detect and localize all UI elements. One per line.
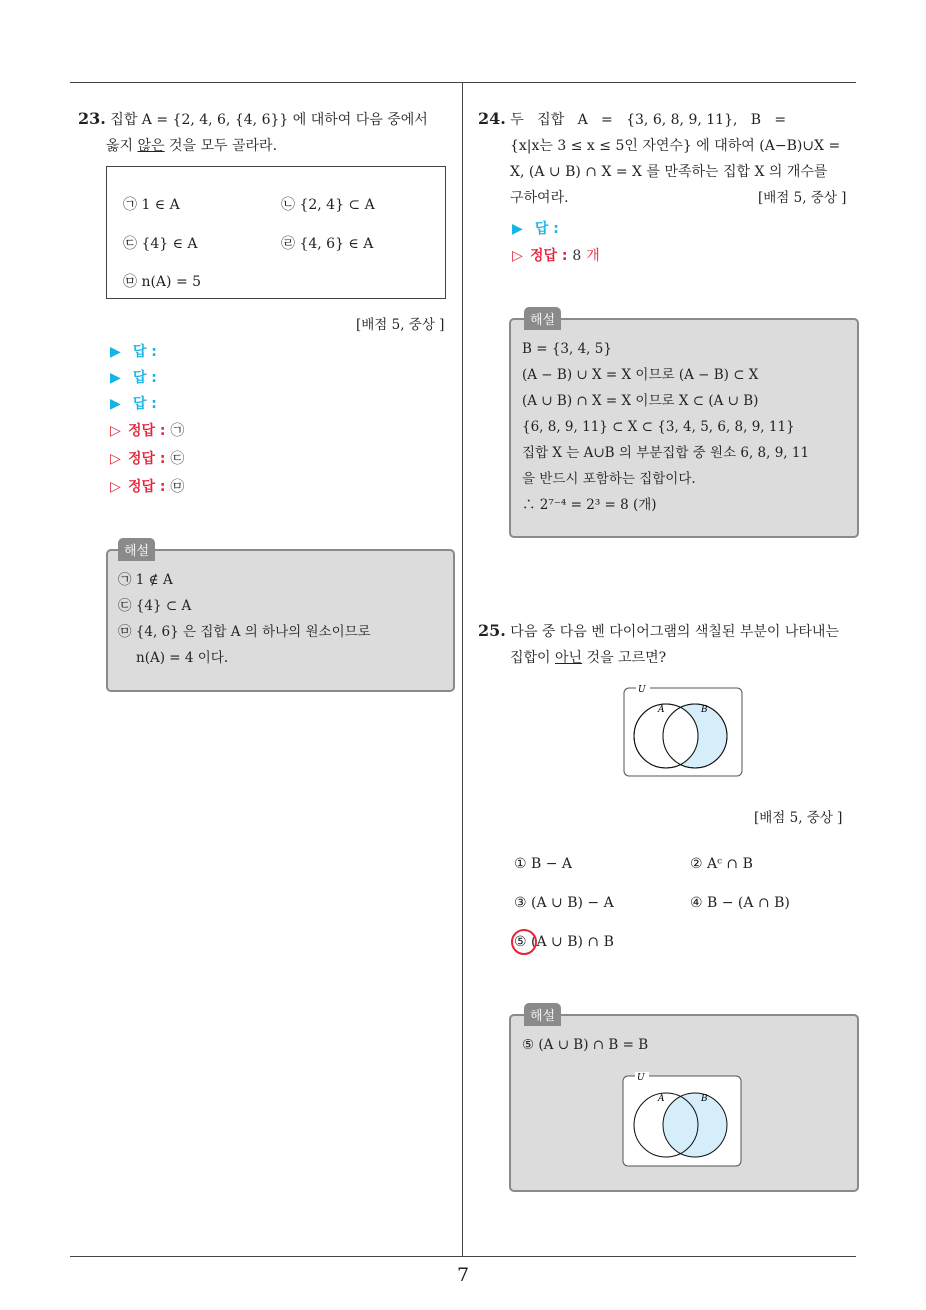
hollow-arrow-icon: ▷	[110, 423, 121, 439]
choice-3: ㉢ {4} ∈ A	[123, 236, 198, 252]
score-label: [배점 5, 중상 ]	[356, 317, 445, 333]
choice-4: ④ B − (A ∩ B)	[690, 895, 790, 911]
question-text-line4: 구하여라.	[510, 190, 569, 206]
top-rule	[70, 82, 856, 83]
question-text-line1: 두 집합 A = {3, 6, 8, 9, 11}, B =	[510, 112, 787, 128]
choice-5: ㉤ n(A) = 5	[123, 274, 202, 290]
explanation-tag: 해설	[118, 538, 155, 561]
label-u: U	[637, 1073, 645, 1083]
choice-2: ② Aᶜ ∩ B	[690, 856, 753, 872]
set-b-circle	[663, 1093, 727, 1157]
label-b: B	[701, 1094, 708, 1104]
correct-label: 정답 :	[530, 248, 568, 264]
correct-row-1	[110, 420, 184, 440]
hollow-arrow-icon: ▷	[512, 248, 523, 264]
answer-row-3	[110, 393, 157, 413]
correct-value: ㉠	[170, 423, 185, 439]
explanation-line: 을 반드시 포함하는 집합이다.	[522, 471, 696, 487]
answer-row	[512, 218, 559, 238]
venn-diagram	[622, 684, 746, 778]
answer-label: 답 :	[534, 221, 559, 237]
page-number: 7	[456, 1264, 470, 1286]
label-a: A	[658, 705, 665, 715]
correct-value: ㉢	[170, 451, 185, 467]
question-text-line2-end: 것을 모두 골라라.	[164, 138, 278, 154]
choice-2: ㉡ {2, 4} ⊂ A	[281, 197, 375, 213]
score-label: [배점 5, 중상 ]	[758, 190, 847, 206]
choice-5: ⑤ (A ∪ B) ∩ B	[514, 934, 614, 950]
question-25	[478, 618, 863, 671]
answer-row-1	[110, 341, 157, 361]
explanation-line: n(A) = 4 이다.	[136, 650, 229, 666]
explanation-tag: 해설	[524, 307, 561, 330]
hollow-arrow-icon: ▷	[110, 451, 121, 467]
question-text-line3: X, (A ∪ B) ∩ X = X 를 만족하는 집합 X 의 개수를	[510, 164, 828, 180]
correct-label: 정답 :	[128, 451, 166, 467]
arrow-icon: ▶	[110, 396, 121, 412]
arrow-icon: ▶	[110, 344, 121, 360]
explanation-line: B = {3, 4, 5}	[522, 341, 612, 357]
column-divider	[462, 83, 463, 1256]
choice-4: ㉣ {4, 6} ∈ A	[281, 236, 374, 252]
question-number: 24.	[478, 109, 506, 128]
explanation-line: ⑤ (A ∪ B) ∩ B = B	[522, 1037, 649, 1053]
choice-1: ㉠ 1 ∈ A	[123, 197, 180, 213]
question-number: 23.	[78, 109, 106, 128]
question-23	[78, 106, 458, 159]
choice-1: ① B − A	[514, 856, 573, 872]
answer-label: 답 :	[132, 370, 157, 386]
arrow-icon: ▶	[110, 370, 121, 386]
bottom-rule	[70, 1256, 856, 1257]
question-text-line1: 집합 A = {2, 4, 6, {4, 6}} 에 대하여 다음 중에서	[110, 112, 428, 128]
label-a: A	[658, 1094, 665, 1104]
answer-label: 답 :	[132, 344, 157, 360]
correct-unit: 개	[586, 248, 600, 264]
explanation-line: (A ∪ B) ∩ X = X 이므로 X ⊂ (A ∪ B)	[522, 393, 759, 409]
explanation-line: ∴ 2⁷⁻⁴ = 2³ = 8 (개)	[522, 497, 657, 513]
question-number: 25.	[478, 621, 506, 640]
selected-answer-circle	[511, 929, 537, 955]
arrow-icon: ▶	[512, 221, 523, 237]
question-text-line2-end: 것을 고르면?	[582, 650, 667, 666]
choice-3: ③ (A ∪ B) − A	[514, 895, 614, 911]
correct-label: 정답 :	[128, 423, 166, 439]
hollow-arrow-icon: ▷	[110, 479, 121, 495]
explanation-line: {6, 8, 9, 11} ⊂ X ⊂ {3, 4, 5, 6, 8, 9, 11}	[522, 419, 795, 435]
correct-row	[512, 245, 600, 265]
label-b: B	[701, 705, 708, 715]
choice-box	[106, 166, 446, 299]
answer-row-2	[110, 367, 157, 387]
venn-diagram-explanation	[621, 1072, 745, 1168]
explanation-line: 집합 X 는 A∪B 의 부분집합 중 원소 6, 8, 9, 11	[522, 445, 810, 461]
question-text-line2: 집합이	[510, 650, 556, 666]
question-text-line2: 옳지	[106, 138, 138, 154]
underlined-word: 않은	[137, 138, 165, 154]
correct-value: 8	[572, 248, 582, 264]
correct-row-3	[110, 476, 184, 496]
label-u: U	[638, 685, 646, 695]
correct-row-2	[110, 448, 184, 468]
underlined-word: 아닌	[555, 650, 583, 666]
score-label: [배점 5, 중상 ]	[754, 810, 843, 826]
correct-label: 정답 :	[128, 479, 166, 495]
answer-label: 답 :	[132, 396, 157, 412]
explanation-line: ㉤ {4, 6} 은 집합 A 의 하나의 원소이므로	[118, 624, 371, 640]
explanation-tag: 해설	[524, 1003, 561, 1026]
correct-value: ㉤	[170, 479, 185, 495]
explanation-line: ㉢ {4} ⊂ A	[118, 598, 192, 614]
explanation-line: (A − B) ∪ X = X 이므로 (A − B) ⊂ X	[522, 367, 759, 383]
explanation-line: ㉠ 1 ∉ A	[118, 572, 173, 588]
question-text-line1: 다음 중 다음 벤 다이어그램의 색칠된 부분이 나타내는	[510, 624, 839, 640]
question-text-line2: {x|x는 3 ≤ x ≤ 5인 자연수} 에 대하여 (A−B)∪X =	[510, 138, 841, 154]
